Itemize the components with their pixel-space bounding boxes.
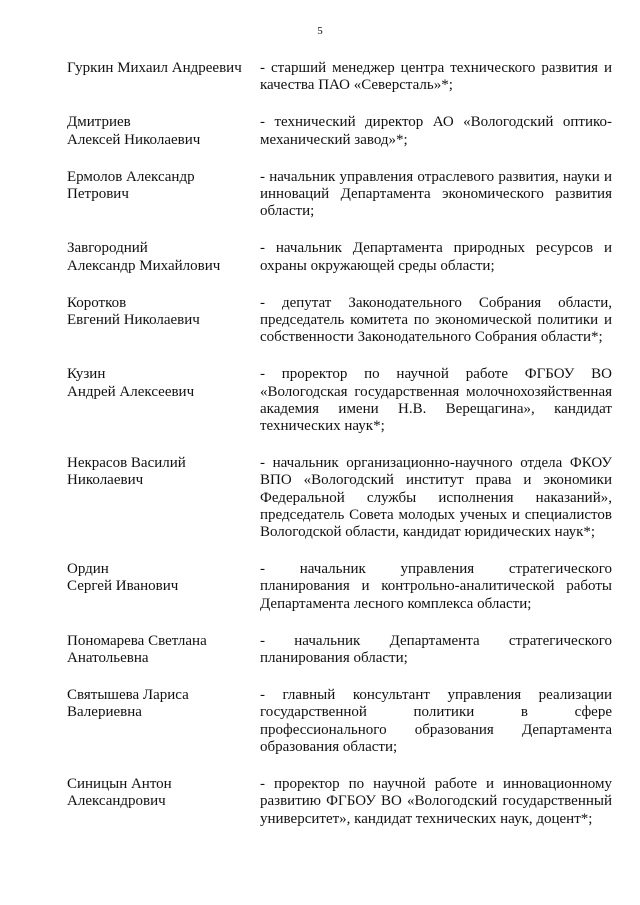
member-name	[67, 240, 252, 274]
member-name-line: Ордин	[67, 561, 109, 578]
member-description: - начальник управления отраслевого развития, науки и инноваций Департамента экономического развития области;	[260, 168, 612, 220]
member-description: - начальник Департамента природных ресурсов и охраны окружающей среды области;	[260, 240, 612, 274]
member-name	[67, 561, 252, 613]
member-name-line: Андрей Алексеевич	[67, 383, 195, 400]
list-item	[67, 561, 612, 613]
list-item	[67, 60, 612, 94]
member-description: - главный консультант управления реализации государственной политики в сфере профессионального образования Департамента образования области;	[260, 687, 612, 755]
member-name-line: Ермолов Александр	[67, 168, 195, 185]
member-name-line: Пономарева Светлана	[67, 632, 207, 649]
member-name	[67, 633, 252, 667]
member-description: - начальник управления стратегического планирования и контрольно-аналитической работы Департамента лесного комплекса области;	[260, 561, 612, 612]
list-item	[67, 687, 612, 756]
list-item	[67, 240, 612, 274]
member-name	[67, 60, 252, 94]
page-number: 5	[317, 25, 323, 37]
member-name	[67, 114, 252, 148]
list-item	[67, 633, 612, 667]
member-name-line: Кузин	[67, 366, 106, 383]
member-description: - депутат Законодательного Собрания области, председатель комитета по экономической политики и собственности Законодательного Собрания области*;	[260, 294, 612, 346]
member-name-line: Сергей Иванович	[67, 578, 179, 595]
member-name-line: Александрович	[67, 793, 166, 810]
member-name-line: Валериевна	[67, 704, 142, 721]
list-item	[67, 295, 612, 347]
list-item	[67, 366, 612, 435]
member-name-line: Петрович	[67, 186, 129, 203]
member-name-line: Гуркин Михаил Андреевич	[67, 60, 242, 76]
member-name	[67, 169, 252, 221]
member-description: - начальник Департамента стратегического планирования области;	[260, 632, 612, 667]
member-name	[67, 455, 252, 541]
member-name	[67, 687, 252, 756]
member-name-line: Евгений Николаевич	[67, 312, 200, 329]
member-name	[67, 776, 252, 828]
member-name-line: Синицын Антон	[67, 776, 172, 793]
member-description: - проректор по научной работе ФГБОУ ВО «Вологодская государственная молочнохозяйственная академия имени Н.В. Верещагина», кандидат технических наук*;	[260, 366, 612, 435]
member-description: - технический директор АО «Вологодский оптико-механический завод»*;	[260, 114, 612, 148]
member-list	[67, 60, 612, 828]
member-name-line: Коротков	[67, 294, 127, 311]
member-name	[67, 366, 252, 435]
member-description: - старший менеджер центра технического развития и качества ПАО «Северсталь»*;	[260, 60, 612, 94]
member-name-line: Завгородний	[67, 240, 148, 257]
member-name-line: Анатольевна	[67, 650, 149, 667]
member-description: - начальник организационно-научного отдела ФКОУ ВПО «Вологодский институт права и экономики Федеральной службы исполнения наказаний», председатель Совета молодых ученых и специалистов Вологодской области, кандидат юридических наук*;	[260, 455, 612, 541]
member-name-line: Святышева Лариса	[67, 687, 189, 704]
member-name-line: Дмитриев	[67, 114, 131, 131]
member-name-line: Александр Михайлович	[67, 257, 221, 274]
list-item	[67, 169, 612, 221]
member-name	[67, 295, 252, 347]
member-name-line: Николаевич	[67, 472, 144, 489]
list-item	[67, 114, 612, 148]
member-description: - проректор по научной работе и инновационному развитию ФГБОУ ВО «Вологодский государственный университет», кандидат технических наук, доцент*;	[260, 776, 612, 827]
member-name-line: Алексей Николаевич	[67, 131, 201, 148]
list-item	[67, 776, 612, 828]
member-name-line: Некрасов Василий	[67, 455, 186, 472]
list-item	[67, 455, 612, 541]
